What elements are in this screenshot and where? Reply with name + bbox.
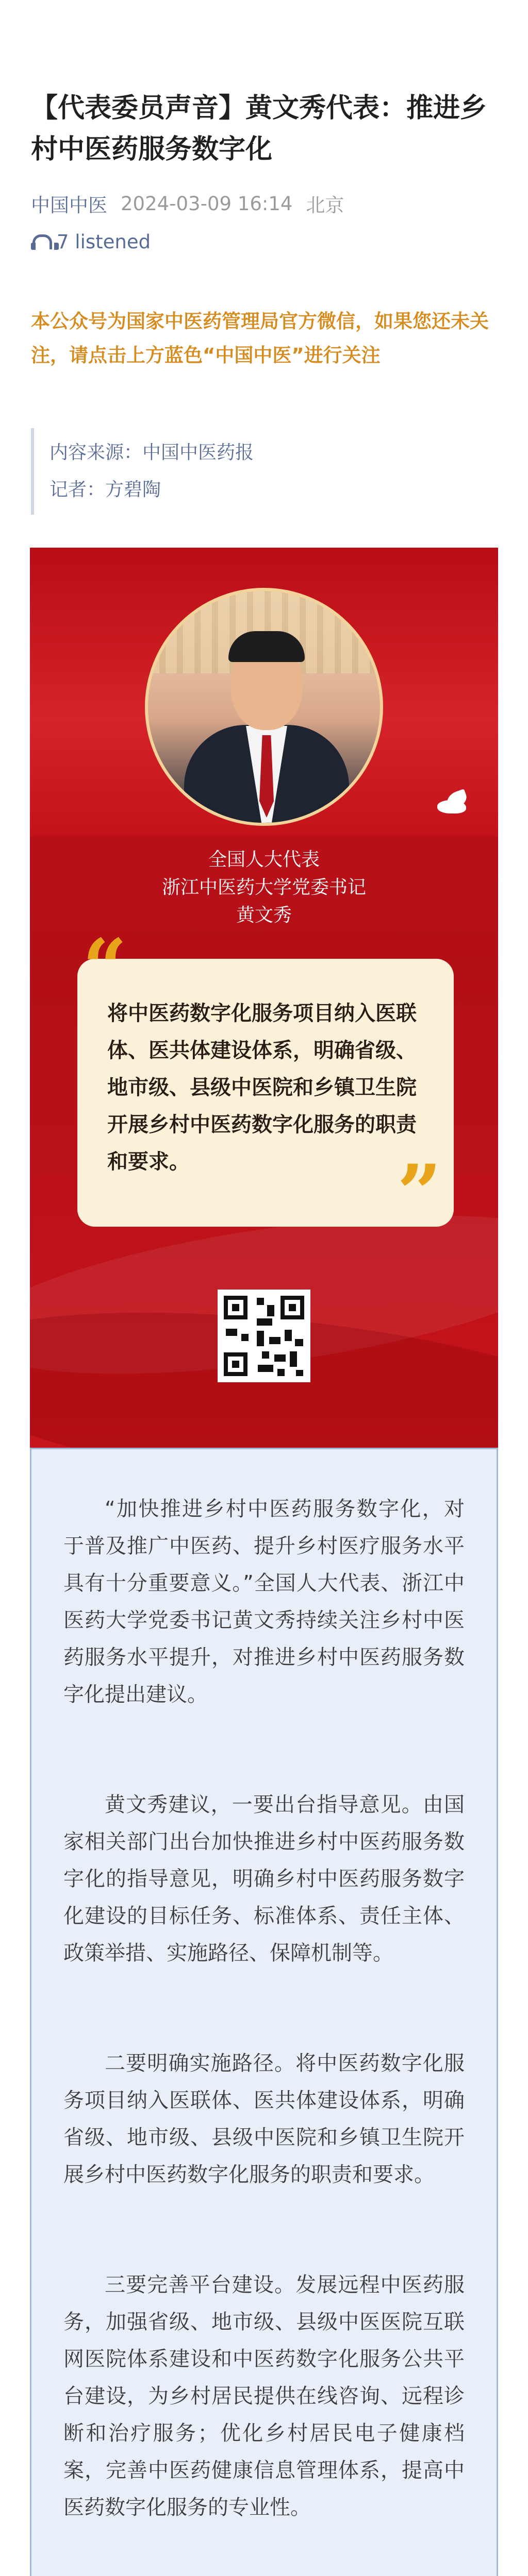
quote-card (77, 922, 454, 1239)
qr-code (218, 1290, 310, 1382)
follow-notice: 本公众号为国家中医药管理局官方微信，如果您还未关注，请点击上方蓝色“中国中医”进行关注 (31, 310, 489, 366)
quote-open-mark: “ (82, 922, 127, 1013)
poster-caption-name: 黄文秀 (236, 905, 292, 926)
article-title: 【代表委员声音】黄文秀代表：推进乡村中医药服务数字化 (31, 93, 487, 165)
article-body (30, 1448, 498, 2576)
body-paragraph: 黄文秀建议，一要出台指导意见。由国家相关部门出台加快推进乡村中医药服务数字化的指导意见，明确乡村中医药服务数字化建设的目标任务、标准体系、责任主体、政策举措、实施路径、保障机制等。 (63, 1793, 465, 1965)
source-block (31, 428, 497, 515)
content-source: 内容来源：中国中医药报 (50, 442, 254, 463)
account-name-link[interactable]: 中国中医 (31, 194, 107, 216)
body-paragraph: “加快推进乡村中医药服务数字化，对于普及推广中医药、提升乡村医疗服务水平具有十分重要意义。”全国人大代表、浙江中医药大学党委书记黄文秀持续关注乡村中医药服务水平提升，对推进乡村中医药服务数字化提出建议。 (63, 1497, 465, 1706)
publish-datetime: 2024-03-09 16:14 (121, 192, 293, 215)
publish-location: 北京 (306, 194, 344, 216)
article-meta (31, 190, 497, 217)
delegate-portrait (145, 588, 383, 826)
body-paragraph: 二要明确实施路径。将中医药数字化服务项目纳入医联体、医共体建设体系，明确省级、地市级、县级中医院和乡镇卫生院开展乡村中医药数字化服务的职责和要求。 (63, 2052, 465, 2187)
body-paragraph: 三要完善平台建设。发展远程中医药服务，加强省级、地市级、县级中医医院互联网医院体系建设和中医药数字化服务公共平台建设，为乡村居民提供在线咨询、远程诊断和治疗服务；优化乡村居民电子健康档案，完善中医药健康信息管理体系，提高中医药数字化服务的专业性。 (63, 2273, 465, 2519)
headphones-icon (31, 233, 51, 251)
delegate-poster (30, 548, 498, 1485)
dove-icon (437, 795, 473, 818)
listen-count-label: 7 listened (57, 231, 151, 253)
quote-close-mark: ” (397, 1148, 442, 1239)
poster-caption-position: 浙江中医药大学党委书记 (161, 877, 366, 898)
listen-count[interactable] (31, 231, 497, 253)
poster-caption-title: 全国人大代表 (208, 849, 320, 870)
reporter: 记者：方碧陶 (50, 479, 161, 500)
quote-text: 将中医药数字化服务项目纳入医联体、医共体建设体系，明确省级、地市级、县级中医院和乡镇卫生院开展乡村中医药数字化服务的职责和要求。 (107, 1002, 417, 1174)
